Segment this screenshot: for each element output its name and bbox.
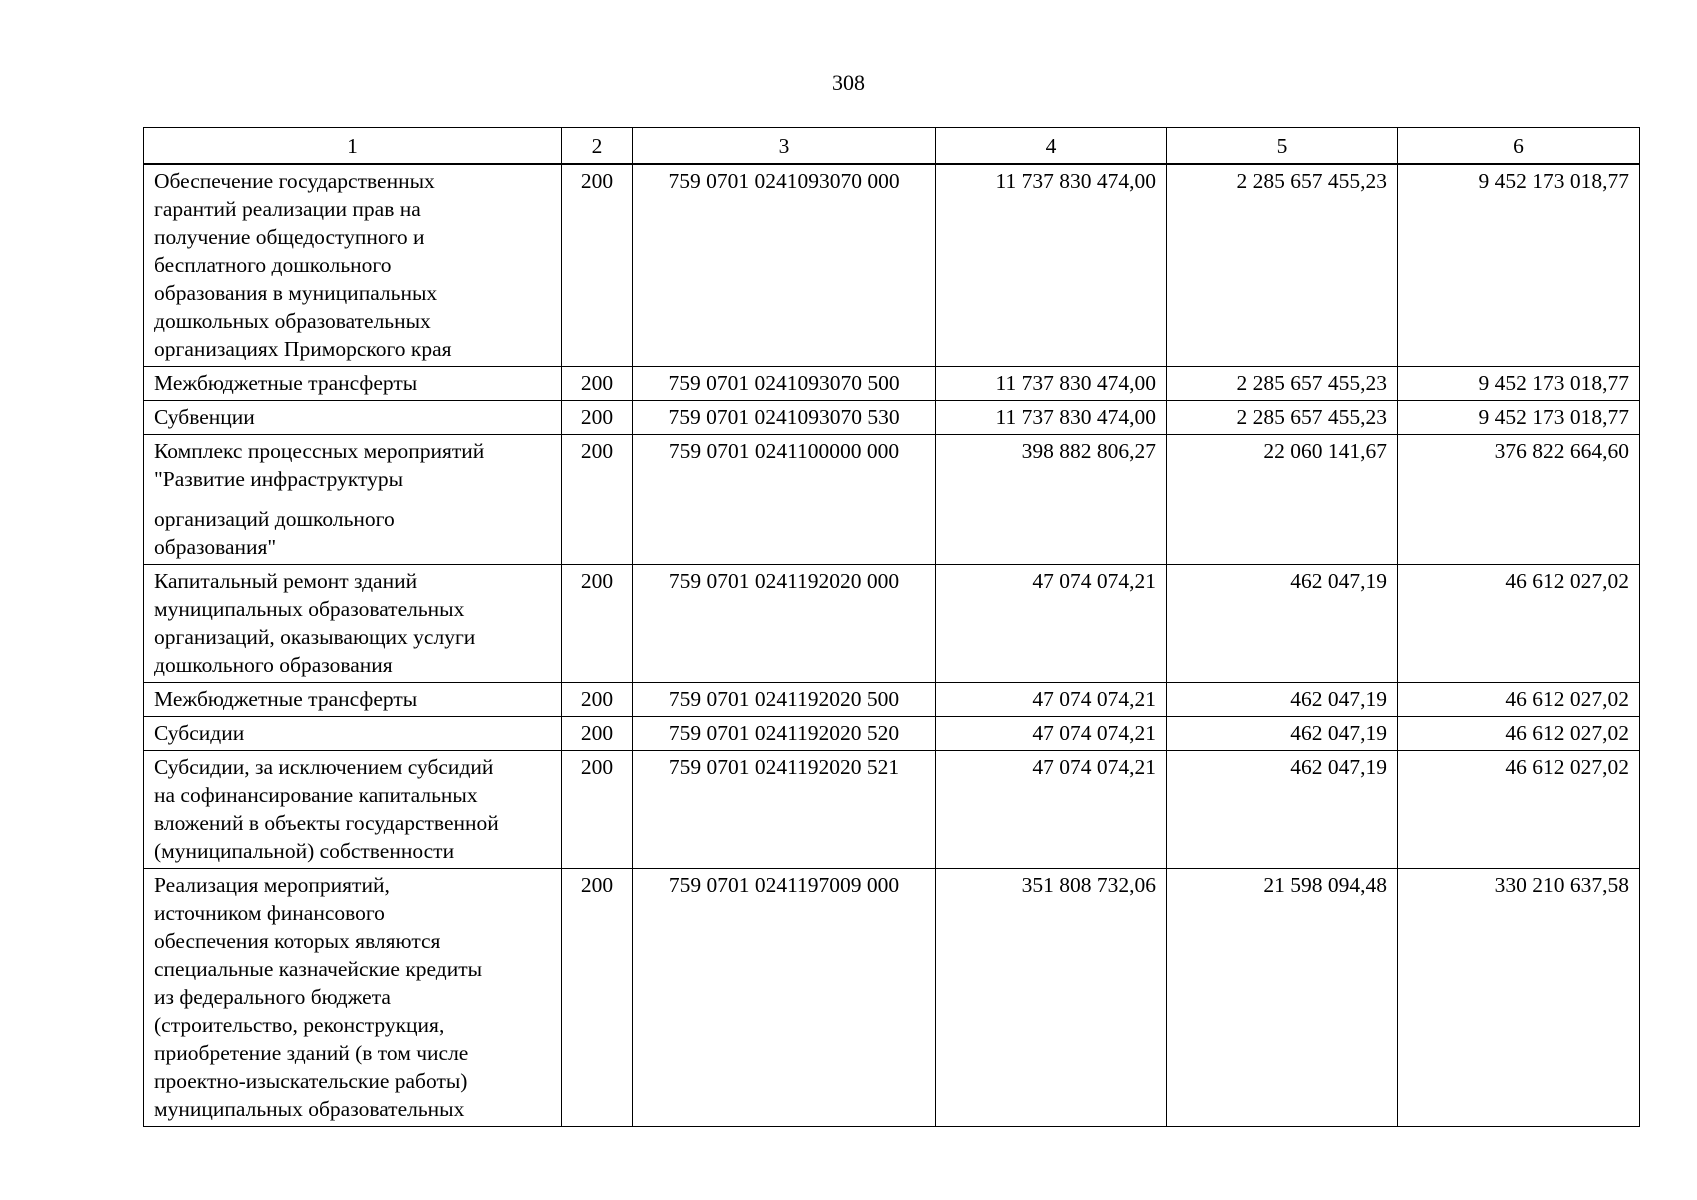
row-section: 200 xyxy=(562,716,633,750)
row-name xyxy=(144,716,562,750)
table-row xyxy=(144,682,1640,716)
row-name-line: организаций дошкольного xyxy=(154,506,395,531)
row-value-col6: 330 210 637,58 xyxy=(1398,868,1640,1126)
row-section: 200 xyxy=(562,164,633,367)
row-value-col4: 47 074 074,21 xyxy=(936,716,1167,750)
table-row xyxy=(144,400,1640,434)
row-value-col4: 398 882 806,27 xyxy=(936,434,1167,564)
row-value-col5: 462 047,19 xyxy=(1167,716,1398,750)
row-section: 200 xyxy=(562,564,633,682)
row-code: 759 0701 0241093070 500 xyxy=(633,366,936,400)
line-gap xyxy=(154,493,551,505)
row-name-line: Субсидии, за исключением субсидий xyxy=(154,754,494,779)
row-name xyxy=(144,164,562,367)
row-name-line: дошкольных образовательных xyxy=(154,308,431,333)
row-value-col6: 9 452 173 018,77 xyxy=(1398,400,1640,434)
row-name-line: проектно-изыскательские работы) xyxy=(154,1068,468,1093)
row-code: 759 0701 0241093070 530 xyxy=(633,400,936,434)
row-value-col4: 351 808 732,06 xyxy=(936,868,1167,1126)
column-header: 5 xyxy=(1167,128,1398,164)
row-code: 759 0701 0241192020 520 xyxy=(633,716,936,750)
row-name-line: Комплекс процессных мероприятий xyxy=(154,438,485,463)
row-code: 759 0701 0241100000 000 xyxy=(633,434,936,564)
row-value-col4: 47 074 074,21 xyxy=(936,564,1167,682)
table-body xyxy=(144,164,1640,1127)
column-header: 6 xyxy=(1398,128,1640,164)
row-name-line: из федерального бюджета xyxy=(154,984,391,1009)
row-name-line: "Развитие инфраструктуры xyxy=(154,466,404,491)
budget-table xyxy=(143,127,1640,1127)
row-value-col4: 11 737 830 474,00 xyxy=(936,400,1167,434)
row-value-col5: 462 047,19 xyxy=(1167,750,1398,868)
column-header: 2 xyxy=(562,128,633,164)
row-value-col6: 9 452 173 018,77 xyxy=(1398,164,1640,367)
column-header: 4 xyxy=(936,128,1167,164)
table-row xyxy=(144,564,1640,682)
row-name xyxy=(144,682,562,716)
row-name-line: бесплатного дошкольного xyxy=(154,252,392,277)
row-value-col4: 11 737 830 474,00 xyxy=(936,164,1167,367)
row-name xyxy=(144,400,562,434)
row-code: 759 0701 0241192020 500 xyxy=(633,682,936,716)
row-name-line: (строительство, реконструкция, xyxy=(154,1012,445,1037)
row-name xyxy=(144,434,562,564)
table-row xyxy=(144,750,1640,868)
table-row xyxy=(144,164,1640,367)
row-name xyxy=(144,564,562,682)
row-name-line: образования в муниципальных xyxy=(154,280,438,305)
row-name-line: гарантий реализации прав на xyxy=(154,196,421,221)
row-name-line: образования" xyxy=(154,534,277,559)
row-name-line: Межбюджетные трансферты xyxy=(154,686,418,711)
row-section: 200 xyxy=(562,750,633,868)
row-name-line: дошкольного образования xyxy=(154,652,393,677)
header-row xyxy=(144,128,1640,164)
table-row xyxy=(144,716,1640,750)
row-value-col6: 46 612 027,02 xyxy=(1398,682,1640,716)
row-section: 200 xyxy=(562,868,633,1126)
row-name-line: муниципальных образовательных xyxy=(154,1096,465,1121)
row-value-col6: 376 822 664,60 xyxy=(1398,434,1640,564)
row-code: 759 0701 0241192020 521 xyxy=(633,750,936,868)
row-name-line: (муниципальной) собственности xyxy=(154,838,455,863)
page-number: 308 xyxy=(832,70,865,95)
row-name-line: специальные казначейские кредиты xyxy=(154,956,483,981)
row-value-col5: 2 285 657 455,23 xyxy=(1167,164,1398,367)
row-code: 759 0701 0241192020 000 xyxy=(633,564,936,682)
row-value-col5: 22 060 141,67 xyxy=(1167,434,1398,564)
table-row xyxy=(144,868,1640,1126)
row-name-line: организаций, оказывающих услуги xyxy=(154,624,476,649)
row-value-col6: 46 612 027,02 xyxy=(1398,564,1640,682)
row-name-line: на софинансирование капитальных xyxy=(154,782,478,807)
row-value-col5: 2 285 657 455,23 xyxy=(1167,400,1398,434)
row-name-line: организациях Приморского края xyxy=(154,336,452,361)
table-row xyxy=(144,434,1640,564)
row-name-line: получение общедоступного и xyxy=(154,224,425,249)
row-section: 200 xyxy=(562,400,633,434)
row-name xyxy=(144,366,562,400)
row-name-line: Межбюджетные трансферты xyxy=(154,370,418,395)
row-value-col6: 9 452 173 018,77 xyxy=(1398,366,1640,400)
row-name xyxy=(144,868,562,1126)
row-value-col5: 462 047,19 xyxy=(1167,564,1398,682)
row-name-line: Реализация мероприятий, xyxy=(154,872,390,897)
row-code: 759 0701 0241197009 000 xyxy=(633,868,936,1126)
row-name-line: Обеспечение государственных xyxy=(154,168,435,193)
row-name-line: вложений в объекты государственной xyxy=(154,810,499,835)
column-header: 1 xyxy=(144,128,562,164)
row-value-col5: 21 598 094,48 xyxy=(1167,868,1398,1126)
row-section: 200 xyxy=(562,434,633,564)
row-value-col6: 46 612 027,02 xyxy=(1398,750,1640,868)
row-code: 759 0701 0241093070 000 xyxy=(633,164,936,367)
row-name xyxy=(144,750,562,868)
table-row xyxy=(144,366,1640,400)
row-value-col5: 462 047,19 xyxy=(1167,682,1398,716)
row-section: 200 xyxy=(562,366,633,400)
row-value-col4: 47 074 074,21 xyxy=(936,750,1167,868)
row-name-line: Капитальный ремонт зданий xyxy=(154,568,418,593)
row-value-col4: 47 074 074,21 xyxy=(936,682,1167,716)
row-value-col4: 11 737 830 474,00 xyxy=(936,366,1167,400)
row-name-line: Субвенции xyxy=(154,404,255,429)
row-name-line: источником финансового xyxy=(154,900,385,925)
row-name-line: муниципальных образовательных xyxy=(154,596,465,621)
row-value-col6: 46 612 027,02 xyxy=(1398,716,1640,750)
row-value-col5: 2 285 657 455,23 xyxy=(1167,366,1398,400)
column-header: 3 xyxy=(633,128,936,164)
row-section: 200 xyxy=(562,682,633,716)
row-name-line: приобретение зданий (в том числе xyxy=(154,1040,469,1065)
row-name-line: Субсидии xyxy=(154,720,245,745)
row-name-line: обеспечения которых являются xyxy=(154,928,441,953)
